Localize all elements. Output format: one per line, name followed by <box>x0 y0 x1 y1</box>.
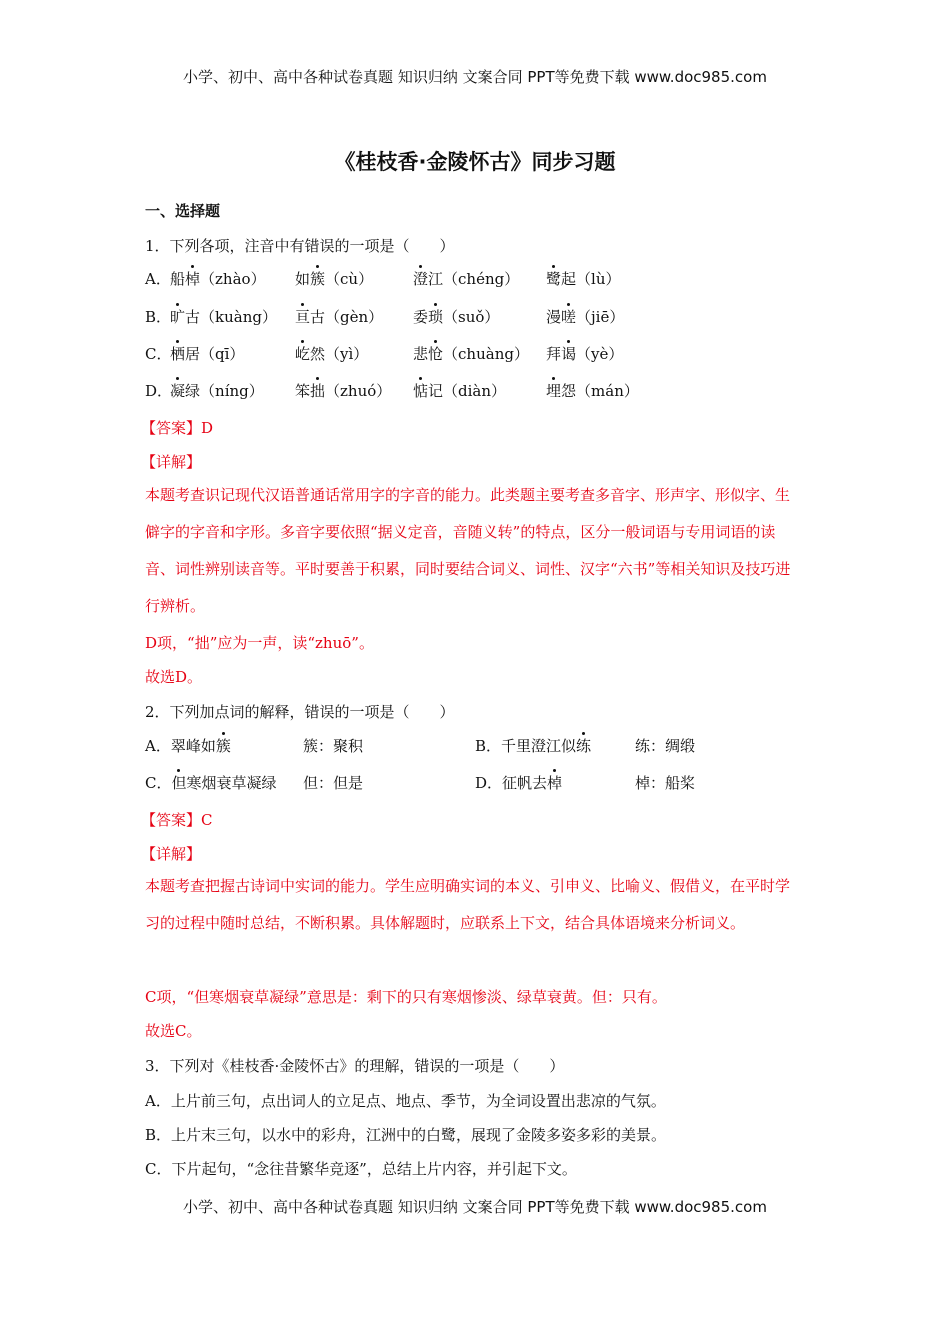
question-1-stem: 1．下列各项，注音中有错误的一项是（ ） <box>145 237 455 255</box>
question-1-option-row <box>145 268 805 292</box>
option-label: D． <box>475 774 503 792</box>
pinyin-reading: （gèn） <box>325 308 384 326</box>
dotted-char: 琐 <box>428 308 444 326</box>
pinyin-item <box>170 343 244 364</box>
phrase-prefix: 千里澄江似 <box>501 737 577 755</box>
word-prefix: 漫 <box>546 308 562 326</box>
dotted-char: 簇 <box>215 737 231 755</box>
question-2-detail: 本题考查把握古诗词中实词的能力。学生应明确实词的本义、引申义、比喻义、假借义，在平时学习的过程中随时总结，不断积累。具体解题时，应联系上下文，结合具体语境来分析词义。 <box>145 877 791 932</box>
question-1-answer: 【答案】D <box>141 419 214 437</box>
dotted-char: 惦 <box>413 382 429 400</box>
pinyin-reading: （zhuó） <box>325 382 392 400</box>
pinyin-reading: （yì） <box>325 345 369 363</box>
phrase-suffix: 寒烟衰草凝绿 <box>186 774 277 792</box>
option-label: B． <box>475 737 502 755</box>
dotted-char: 簇 <box>310 270 326 288</box>
dotted-char: 栖 <box>170 345 186 363</box>
dotted-char: 练 <box>576 737 592 755</box>
pinyin-item <box>413 343 529 364</box>
phrase-prefix: 翠峰如 <box>170 737 216 755</box>
word-suffix: 绿 <box>185 382 201 400</box>
pinyin-item <box>295 268 373 289</box>
page-footer: 小学、初中、高中各种试卷真题 知识归纳 文案合同 PPT等免费下载 www.doc985.com <box>183 1198 767 1216</box>
dotted-char: 谒 <box>561 345 577 363</box>
phrase-prefix: 征帆去 <box>502 774 548 792</box>
option-phrase <box>475 772 562 793</box>
pinyin-reading: （níng） <box>200 382 264 400</box>
question-3-option-c: C．下片起句，“念往昔繁华竞逐”，总结上片内容，并引起下文。 <box>145 1160 577 1178</box>
word-prefix: 委 <box>413 308 429 326</box>
question-3-option-b: B．上片末三句，以水中的彩舟，江洲中的白鹭，展现了金陵多姿多彩的美景。 <box>145 1126 667 1144</box>
pinyin-item <box>170 306 277 327</box>
question-1-option-row <box>145 306 805 330</box>
word-suffix: 起 <box>561 270 577 288</box>
question-1-detail: 本题考查识记现代汉语普通话常用字的字音的能力。此类题主要考查多音字、形声字、形似字、生僻字的字音和字形。多音字要依照“据义定音，音随义转”的特点，区分一般词语与专用词语的读音、词性辨别读音等。平时要善于积累，同时要结合词义、词性、汉字“六书”等相关知识及技巧进行辨析。 <box>145 486 791 615</box>
dotted-char: 凝 <box>170 382 186 400</box>
option-label: A． <box>145 270 171 288</box>
question-3-option-a: A．上片前三句，点出词人的立足点、地点、季节，为全词设置出悲凉的气氛。 <box>145 1092 666 1110</box>
pinyin-reading: （yè） <box>576 345 624 363</box>
dotted-char: 埋 <box>546 382 562 400</box>
word-suffix: 记 <box>428 382 444 400</box>
word-suffix: 古 <box>185 308 201 326</box>
pinyin-reading: （lù） <box>576 270 621 288</box>
pinyin-item <box>295 343 368 364</box>
dotted-char: 亘 <box>295 308 311 326</box>
option-phrase <box>475 735 591 756</box>
option-gloss: 但：但是 <box>303 774 364 792</box>
pinyin-reading: （kuàng） <box>200 308 277 326</box>
pinyin-item <box>413 380 506 401</box>
pinyin-reading: （jiē） <box>576 308 625 326</box>
question-2-conclusion: 故选C。 <box>145 1022 202 1040</box>
word-prefix: 拜 <box>546 345 562 363</box>
word-suffix: 江 <box>428 270 444 288</box>
word-prefix: 悲 <box>413 345 429 363</box>
pinyin-item <box>170 380 264 401</box>
dotted-char: 旷 <box>170 308 186 326</box>
question-2-detail-label: 【详解】 <box>141 845 202 863</box>
option-gloss: 簇：聚积 <box>303 737 364 755</box>
dotted-char: 澄 <box>413 270 429 288</box>
pinyin-reading: （diàn） <box>443 382 507 400</box>
question-2-option-row <box>145 772 805 796</box>
dotted-char: 屹 <box>295 345 311 363</box>
pinyin-reading: （cù） <box>325 270 374 288</box>
pinyin-item <box>295 306 383 327</box>
page-header: 小学、初中、高中各种试卷真题 知识归纳 文案合同 PPT等免费下载 www.doc985.com <box>183 68 767 86</box>
pinyin-reading: （chéng） <box>443 270 520 288</box>
option-phrase <box>145 772 277 793</box>
pinyin-item <box>413 268 519 289</box>
question-2-option-row <box>145 735 805 759</box>
word-prefix: 如 <box>295 270 311 288</box>
question-1-detail-label: 【详解】 <box>141 453 202 471</box>
word-suffix: 怨 <box>561 382 577 400</box>
question-3-stem: 3．下列对《桂枝香·金陵怀古》的理解，错误的一项是（ ） <box>145 1057 565 1075</box>
dotted-char: 但 <box>171 774 187 792</box>
question-2-note: C项，“但寒烟衰草凝绿”意思是：剩下的只有寒烟惨淡、绿草衰黄。但：只有。 <box>145 988 667 1006</box>
dotted-char: 嗟 <box>561 308 577 326</box>
dotted-char: 怆 <box>428 345 444 363</box>
question-1-option-row <box>145 380 805 404</box>
dotted-char: 棹 <box>547 774 563 792</box>
option-label: A． <box>145 737 171 755</box>
option-label: B． <box>145 308 172 326</box>
pinyin-reading: （suǒ） <box>443 308 500 326</box>
dotted-char: 拙 <box>310 382 326 400</box>
word-suffix: 居 <box>185 345 201 363</box>
word-prefix: 笨 <box>295 382 311 400</box>
pinyin-reading: （zhào） <box>200 270 266 288</box>
option-gloss: 棹：船桨 <box>635 774 696 792</box>
pinyin-reading: （mán） <box>576 382 639 400</box>
question-2-answer: 【答案】C <box>141 811 213 829</box>
pinyin-item <box>413 306 499 327</box>
question-2-stem: 2．下列加点词的解释，错误的一项是（ ） <box>145 703 455 721</box>
pinyin-item <box>546 268 621 289</box>
option-phrase <box>145 735 231 756</box>
pinyin-item <box>546 343 623 364</box>
section-heading: 一、选择题 <box>145 202 221 220</box>
option-label: C． <box>145 774 172 792</box>
question-1-option-row <box>145 343 805 367</box>
dotted-char: 棹 <box>185 270 201 288</box>
pinyin-reading: （qī） <box>200 345 245 363</box>
pinyin-item <box>170 268 266 289</box>
word-prefix: 船 <box>170 270 186 288</box>
pinyin-item <box>546 380 639 401</box>
dotted-char: 鹭 <box>546 270 562 288</box>
question-1-note: D项，“拙”应为一声，读“zhuō”。 <box>145 634 374 652</box>
option-label: D． <box>145 382 173 400</box>
pinyin-reading: （chuàng） <box>443 345 529 363</box>
question-1-conclusion: 故选D。 <box>145 668 203 686</box>
pinyin-item <box>295 380 391 401</box>
option-gloss: 练：绸缎 <box>635 737 696 755</box>
word-suffix: 古 <box>310 308 326 326</box>
document-title: 《桂枝香·金陵怀古》同步习题 <box>334 150 616 174</box>
pinyin-item <box>546 306 624 327</box>
word-suffix: 然 <box>310 345 326 363</box>
option-label: C． <box>145 345 172 363</box>
